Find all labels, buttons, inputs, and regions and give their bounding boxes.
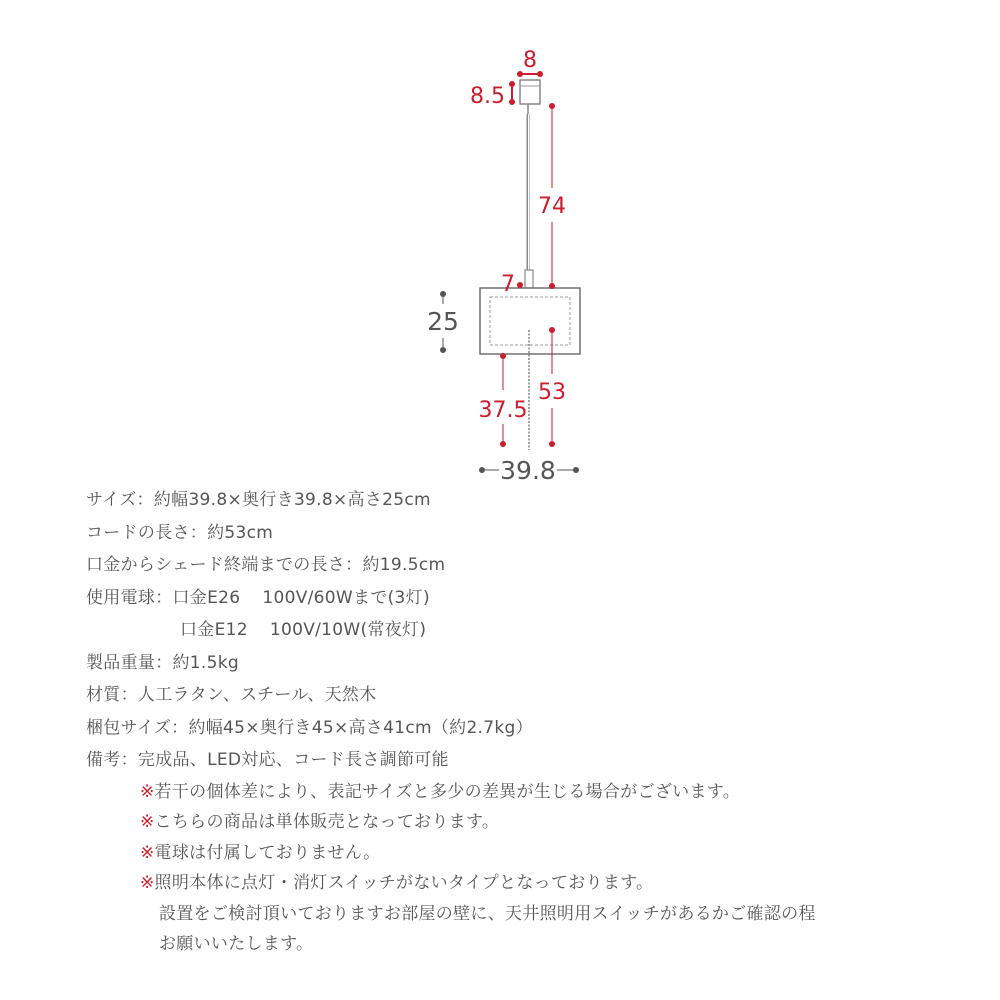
spec-package <box>86 712 966 745</box>
note-4-continued-2-text: お願いいたします。 <box>159 934 314 954</box>
spec-weight-label: 製品重量： <box>86 652 173 673</box>
pendant-light-dimension-diagram <box>0 0 1000 480</box>
spec-package-label: 梱包サイズ： <box>86 717 189 738</box>
shade-width-dot-right <box>573 467 579 473</box>
spec-weight <box>86 647 966 680</box>
spec-weight-value: 約1.5kg <box>172 652 239 673</box>
spec-bulb-line1 <box>86 582 966 615</box>
spec-socket-to-shade-value: 約19.5cm <box>362 555 446 575</box>
specification-list <box>86 484 966 960</box>
shade-height-label: 25 <box>427 307 459 336</box>
note-mark: ※ <box>140 842 155 863</box>
spec-size <box>86 484 966 517</box>
spec-package-value: 約幅45×奥行き45×高さ41cm（約2.7kg） <box>188 717 533 738</box>
canopy-height-dot-top <box>509 81 515 87</box>
note-1-text: 若干の個体差により、表記サイズと多少の差異が生じる場合がございます。 <box>154 781 741 802</box>
note-mark: ※ <box>140 781 155 802</box>
shade-width-label: 39.8 <box>500 456 556 480</box>
spec-bulb-label: 使用電球： <box>86 587 173 608</box>
ceiling-canopy <box>520 80 540 104</box>
note-4-continued-1 <box>86 899 966 930</box>
note-2-text: こちらの商品は単体販売となっております。 <box>154 812 500 832</box>
canopy-height-label: 8.5 <box>470 84 505 109</box>
spec-material-label: 材質： <box>86 685 138 705</box>
note-4-continued-1-text: 設置をご検討頂いておりますお部屋の壁に、天井照明用スイッチがあるかご確認の程 <box>159 903 816 924</box>
note-4-text: 照明本体に点灯・消灯スイッチがないタイプとなっております。 <box>154 873 654 893</box>
spec-socket-to-shade <box>86 549 966 582</box>
note-mark: ※ <box>140 812 155 832</box>
spec-size-value: 約幅39.8×奥行き39.8×高さ25cm <box>153 490 431 510</box>
spec-remarks-value: 完成品、LED対応、コード長さ調節可能 <box>137 750 449 770</box>
lower-length-label: 53 <box>538 380 566 405</box>
socket-length-label: 7 <box>501 272 515 297</box>
spec-material <box>86 679 966 712</box>
spec-socket-to-shade-label: 口金からシェード終端までの長さ： <box>86 555 363 575</box>
canopy-height-dot-bottom <box>509 99 515 105</box>
spec-material-value: 人工ラタン、スチール、天然木 <box>137 685 377 705</box>
spec-bulb-e12-socket: 口金E12 <box>180 620 248 640</box>
spec-bulb-e26-spec: 100V/60Wまで(3灯) <box>262 587 430 608</box>
spec-remarks <box>86 744 966 777</box>
canopy-width-label: 8 <box>523 48 537 73</box>
socket-length-dot <box>517 282 523 288</box>
pull-chain-dot-bottom <box>500 441 506 447</box>
spec-cord-length-value: 約53cm <box>207 522 274 543</box>
lamp-shade <box>480 288 580 354</box>
spec-remarks-label: 備考： <box>86 750 138 770</box>
spec-cord-length <box>86 517 966 550</box>
note-4 <box>86 868 966 899</box>
lower-length-dot-bottom <box>549 441 555 447</box>
shade-height-dot-bottom <box>440 347 446 353</box>
note-4-continued-2 <box>86 929 966 960</box>
spec-size-label: サイズ： <box>86 490 154 510</box>
pull-chain-label: 37.5 <box>478 398 528 423</box>
cord-length-label: 74 <box>538 194 566 219</box>
spec-bulb-e12-spec: 100V/10W(常夜灯) <box>269 620 427 640</box>
spec-bulb-e26-socket: 口金E26 <box>172 587 241 608</box>
spec-cord-length-label: コードの長さ： <box>86 522 208 543</box>
note-2 <box>86 807 966 838</box>
note-3 <box>86 838 966 869</box>
note-3-text: 電球は付属しておりません。 <box>154 842 381 863</box>
socket <box>525 270 533 288</box>
note-1 <box>86 777 966 808</box>
cord-length-dot-bottom <box>549 283 555 289</box>
note-mark: ※ <box>140 873 155 893</box>
canopy-width-dot-right <box>537 71 543 77</box>
spec-bulb-line2 <box>86 614 966 647</box>
